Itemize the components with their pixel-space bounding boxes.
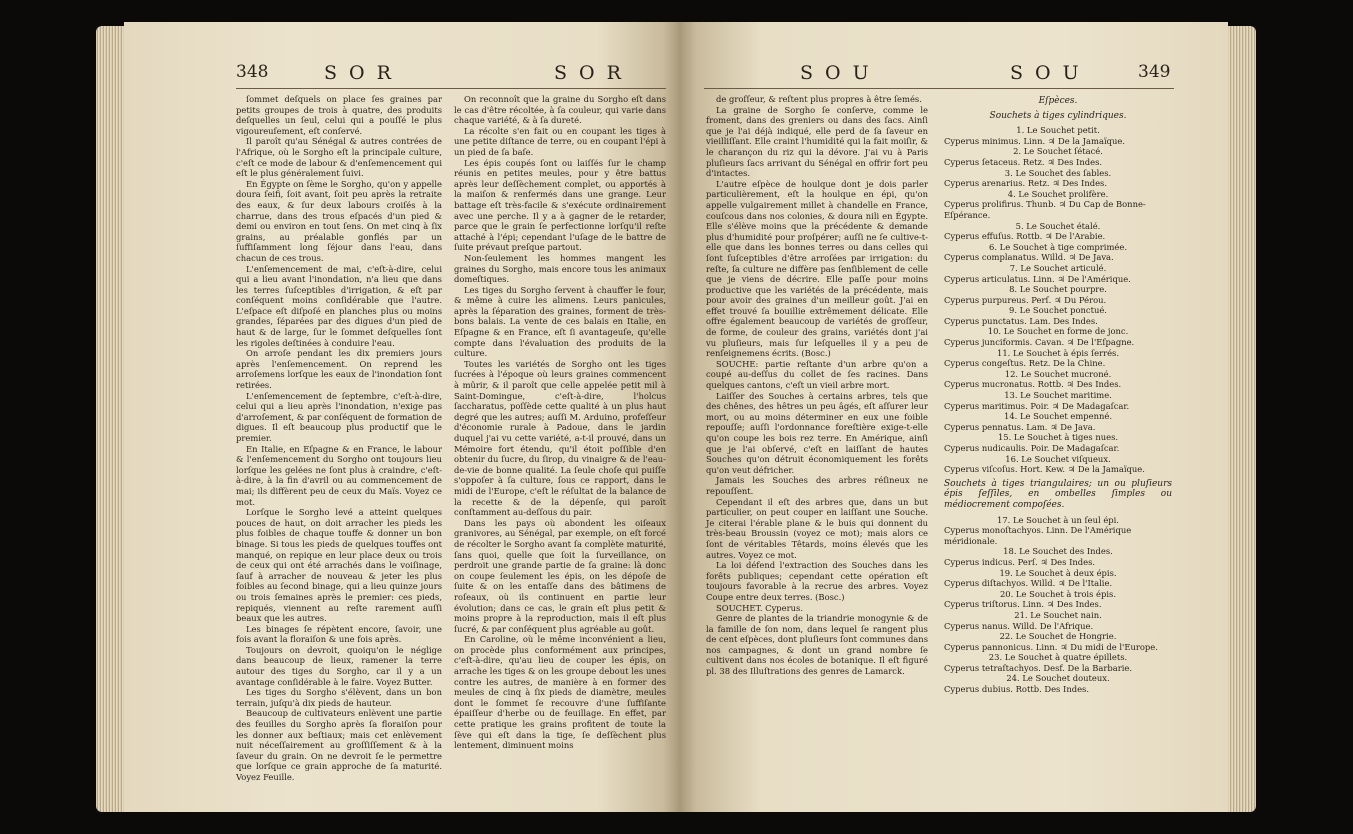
species-latin: Cyperus mucronatus. Rottb. ♃ Des Indes. — [944, 379, 1122, 390]
paragraph: La loi défend l'extraction des Souches dans les forêts publiques; cependant cette opération eſt toujours favorable à la recrue des arbres. Voyez Coupe entre deux terres. (Bosc.) — [706, 560, 928, 602]
paragraph: La graine de Sorgho ſe conſerve, comme le froment, dans des greniers ou dans des ſacs. Ainſi que je l'ai déjà indiqué, elle perd de ſa ſaveur en vieilliſſant. Elle craint l'humidité qui la fait moiſir, & le charançon du riz qui la dévore. J'ai vu à Paris pluſieurs ſacs arrivant du Sénégal en offrir fort peu d'intactes. — [706, 104, 928, 179]
species-latin: Cyperus ſetaceus. Retz. ♃ Des Indes. — [944, 156, 1103, 167]
species-name: 10. Le Souchet en forme de jonc. — [987, 326, 1129, 337]
species-name: 8. Le Souchet pourpre. — [1009, 284, 1107, 295]
species-latin: Cyperus monoſtachyos. Linn. De l'Amérique méridionale. — [944, 525, 1132, 546]
paragraph: En Égypte on ſème le Sorgho, qu'on y appelle doura ſeifi, ſoit avant, ſoit peu après la retraite des eaux, & ſur deux labours croiſés à la charrue, dans des trous eſpacés d'un pied & demi ou environ en tout ſens. On met cinq à ſix grains, au préalable gonflés par un ſuffiſamment long ſéjour dans l'eau, dans chacun de ces trous. — [236, 178, 442, 263]
species-latin: Cyperus triſtorus. Linn. ♃ Des Indes. — [944, 599, 1102, 610]
species-name: 16. Le Souchet viſqueux. — [1005, 453, 1111, 464]
left-page-number: 348 — [236, 62, 269, 82]
paragraph: Dans les pays où abondent les oiſeaux granivores, au Sénégal, par exemple, on eſt forcé de récolter le Sorgho avant ſa complète maturité, ſans quoi, quelle que ſoit la ſurveillance, on perdroit une grande partie de ſa graine: là donc on coupe ſeulement les épis, on les dépoſe de ſuite & on les entaſſe dans des bâtimens de roſeaux, où ils continuent en partie leur évolution; dans ce cas, le grain eſt plus petit & moins propre à la reproduction, mais il eſt plus ſucré, & par conſéquent plus agréable au goût. — [454, 517, 666, 634]
species-latin: Cyperus prolifirus. Thunb. ♃ Du Cap de Bonne-Eſpérance. — [944, 199, 1146, 220]
paragraph: de groſſeur, & reſtent plus propres à être ſemés. — [716, 94, 922, 104]
species-name: 23. Le Souchet à quatre épillets. — [988, 652, 1128, 663]
species-latin: Cyperus junciformis. Cavan. ♃ De l'Eſpagne. — [944, 337, 1135, 348]
right-column-1 — [706, 94, 928, 677]
left-header — [124, 62, 680, 86]
right-column-2 — [944, 94, 1172, 695]
paragraph: SOUCHE: partie reſtante d'un arbre qu'on a coupé au-deſſus du collet de ſes racines. Dans quelques cantons, c'eſt un vieil arbre mort. — [706, 358, 928, 391]
paragraph: Cependant il eſt des arbres que, dans un but particulier, on peut couper en laiſſant une Souche. Je citerai l'érable plane & le buis qui donnent du très-beau Broussin (voyez ce mot); mais alors ce ſont de véritables Têtards, moins élevés que les autres. Voyez ce mot. — [706, 496, 928, 560]
left-running-head-left: S O R — [324, 62, 394, 84]
species-name: 19. Le Souchet à deux épis. — [999, 567, 1117, 578]
species-latin: Cyperus tetraſtachyos. Desf. De la Barbarie. — [944, 662, 1133, 673]
species-list-a — [944, 125, 1172, 475]
species-latin: Cyperus complanatus. Willd. ♃ De Java. — [944, 252, 1114, 263]
species-list-b — [944, 515, 1172, 695]
species-heading: Eſpèces. — [1038, 96, 1078, 106]
paragraph: Beaucoup de cultivateurs enlèvent une partie des feuilles du Sorgho après ſa floraiſon pour les donner aux beſtiaux; mais cet enlèvement nuit néceſſairement au groſſiſſement & à la ſaveur du grain. On ne devroit ſe le permettre que lorſque ce grain approche de ſa maturité. Voyez Feuille. — [236, 708, 442, 782]
species-name: 9. Le Souchet ponctué. — [1009, 305, 1107, 316]
paragraph: On arroſe pendant les dix premiers jours après l'enſemencement. On reprend les arroſemens lorſque les eaux de l'inondation ſont retirées. — [236, 348, 442, 391]
paragraph: Toutes les variétés de Sorgho ont les tiges ſucrées à l'époque où leurs graines commencent à mûrir, & il paroît que celle appelée petit mil à Saint-Domingue, c'eſt-à-dire, l'holcus ſaccharatus, poſſède cette qualité à un plus haut degré que les autres; auſſi M. Arduino, profeſſeur d'économie rurale à Padoue, dans le jardin duquel j'ai vu cette variété, a-t-il prouvé, dans un Mémoire fort étendu, qu'il étoit poſſible d'en obtenir du ſucre, du ſirop, du vinaigre & de l'eau-de-vie de bonne qualité. La ſeule choſe qui puiſſe s'oppoſer à ſa culture, ſous ce rapport, dans le midi de l'Europe, c'eſt le réſultat de la balance de la recette & de la dépenſe, qui paroît conſtamment au-deſſous du pair. — [454, 358, 666, 518]
species-name: 7. Le Souchet articulé. — [1009, 262, 1107, 273]
species-latin: Cyperus punctatus. Lam. Des Indes. — [944, 315, 1098, 326]
paragraph: SOUCHET. Cyperus. — [716, 602, 803, 613]
right-header — [680, 62, 1228, 86]
right-page — [680, 22, 1228, 812]
species-name: 13. Le Souchet maritime. — [1004, 390, 1112, 401]
species-latin: Cyperus congeſtus. Retz. De la Chine. — [944, 358, 1106, 369]
species-name: 14. Le Souchet empenné. — [1003, 411, 1113, 422]
right-running-head-right: S O U — [1010, 62, 1082, 84]
left-running-head-right: S O R — [554, 62, 624, 84]
species-latin: Cyperus viſcoſus. Hort. Kew. ♃ De la Jamaïque. — [944, 464, 1145, 475]
species-name: 11. Le Souchet à épis ſerrés. — [997, 347, 1119, 358]
paragraph: La récolte s'en fait ou en coupant les tiges à une petite diſtance de terre, ou en coupant l'épi à un pied de ſa baſe. — [454, 125, 666, 157]
species-latin: Cyperus purpureus. Perſ. ♃ Du Pérou. — [944, 294, 1107, 305]
species-latin: Cyperus articulatus. Linn. ♃ De l'Amérique. — [944, 273, 1131, 284]
paragraph: L'autre eſpèce de houlque dont je dois parler particulièrement, eſt la houlque en épi, qu'on appelle vulgairement millet à chandelle en France, couſcous dans nos colonies, & doura nili en Égypte. Elle s'élève moins que la précédente & demande plus d'humidité pour proſpérer; auſſi ne ſe cultive-t-elle que dans les bonnes terres ou dans celles qui ſont ſuſceptibles d'être arroſées par irrigation: du reſte, ſa culture ne diffère pas ſenſiblement de celle que je viens de décrire. Elle paſſe pour moins productive que les variétés de la précédente, mais pour avoir des graines d'un meilleur goût. J'ai en effet trouvé ſa bouillie extrêmement délicate. Elle offre également beaucoup de variétés de groſſeur, de forme, de couleur des grains, variétés dont j'ai vu pluſieurs, mais ſur leſquelles il y a peu de renſeignemens écrits. (Bosc.) — [706, 178, 928, 359]
right-page-number: 349 — [1138, 62, 1171, 82]
paragraph: Il paroît qu'au Sénégal & autres contrées de l'Afrique, où le Sorgho eſt la principale culture, c'eſt ce mode de labour & d'enſemencement qui eſt le plus généralement ſuivi. — [236, 136, 442, 179]
paragraph: En Caroline, où le même inconvénient a lieu, on procède plus conformément aux principes, c'eſt-à-dire, qu'au lieu de couper les épis, on arrache les tiges & on les groupe debout les unes contre les autres, de manière à en former des meules de cinq à ſix pieds de diamètre, meules dont le ſommet ſe recouvre d'une ſuffiſante épaiſſeur d'herbe ou de feuillage. En effet, par cette pratique les grains profitent de toute la ſève qui eſt dans la tige, ſe deſſèchent plus lentement, diminuent moins — [454, 634, 666, 751]
species-latin: Cyperus pennatus. Lam. ♃ De Java. — [944, 421, 1096, 432]
paragraph: Toujours on devroit, quoiqu'on le néglige dans beaucoup de lieux, ramener la terre autour des tiges du Sorgho, car il y a un avantage conſidérable à le faire. Voyez Butter. — [236, 644, 442, 687]
species-latin: Cyperus minimus. Linn. ♃ De la Jamaïque. — [944, 135, 1125, 146]
paragraph: Laiſſer des Souches à certains arbres, tels que des chênes, des hêtres un peu âgés, eſt aſſurer leur mort, ou au moins déterminer en eux une foible repouſſe; auſſi l'ordonnance foreſtière exige-t-elle qu'on coupe les bois rez terre. En Amérique, ainſi que je l'ai obſervé, c'eſt en laiſſant de hautes Souches qu'on détruit économiquement les forêts qu'on veut défricher. — [706, 390, 928, 475]
species-latin: Cyperus maritimus. Poir. ♃ De Madagaſcar. — [944, 400, 1130, 411]
species-name: 18. Le Souchet des Indes. — [1003, 546, 1113, 557]
paragraph: Lorſque le Sorgho levé a atteint quelques pouces de haut, on doit arracher les pieds les plus foibles de chaque touffe & donner un bon binage. Si tous les pieds de quelques touffes ont manqué, on repique en leur place deux ou trois de ceux qui ont été arrachés dans le voiſinage, ſauf à arracher de nouveau & jeter les plus foibles au ſecond binage, qui a lieu quinze jours ou trois ſemaines après le premier: ces pieds, repiqués, viennent au reſte rarement auſſi beaux que les autres. — [236, 507, 442, 624]
page-edges-right — [1226, 26, 1256, 812]
species-name: 2. Le Souchet ſétacé. — [1013, 146, 1103, 157]
species-latin: Cyperus nudicaulis. Poir. De Madagaſcar. — [944, 443, 1120, 453]
paragraph: On reconnoît que la graine du Sorgho eſt dans le cas d'être récoltée, à ſa couleur, qui varie dans chaque variété, & à ſa dureté. — [454, 94, 666, 126]
species-name: 21. Le Souchet nain. — [1014, 609, 1102, 620]
species-latin: Cyperus effuſus. Rottb. ♃ De l'Arabie. — [944, 231, 1106, 242]
species-name: 22. Le Souchet de Hongrie. — [999, 631, 1117, 642]
left-column-1 — [236, 94, 442, 783]
paragraph: L'enſemencement de ſeptembre, c'eſt-à-dire, celui qui a lieu après l'inondation, n'exige pas d'arroſement, & par conſéquent de formation de digues. Il eſt beaucoup plus productif que le premier. — [236, 390, 442, 443]
species-name: 24. Le Souchet douteux. — [1006, 673, 1110, 684]
left-header-rule — [236, 88, 666, 89]
paragraph: Les tiges du Sorgho ſervent à chauffer le four, & même à cuire les alimens. Leurs panicules, après la ſéparation des graines, forment de très-bons balais. La vente de ces balais en Italie, en Eſpagne & en France, eſt ſi avantageuſe, qu'elle compte dans l'évaluation des produits de la culture. — [454, 284, 666, 359]
species-name: 5. Le Souchet étalé. — [1015, 220, 1101, 231]
species-latin: Cyperus pannonicus. Linn. ♃ Du midi de l'Europe. — [944, 641, 1158, 652]
paragraph: Jamais les Souches des arbres réſineux ne repouſſent. — [706, 475, 928, 496]
open-book — [96, 18, 1256, 818]
left-column-2 — [454, 94, 666, 751]
paragraph: Genre de plantes de la triandrie monogynie & de la famille de ſon nom, dans lequel ſe rangent plus de cent eſpèces, dont pluſieurs ſont communes dans nos campagnes, & dont un grand nombre ſe cultivent dans nos écoles de botanique. Il eſt figuré pl. 38 des Illuſtrations des genres de Lamarck. — [706, 613, 928, 677]
paragraph: En Italie, en Eſpagne & en France, le labour & l'enſemencement du Sorgho ont toujours lieu lorſque les gelées ne ſont plus à craindre, c'eſt-à-dire, à la fin d'avril ou au commencement de mai; ils diffèrent peu de ceux du Maïs. Voyez ce mot. — [236, 443, 442, 507]
paragraph: ſommet deſquels on place ſes graines par petits groupes de trois à quatre, des produits deſquelles un ſeul, celui qui a pouſſé le plus vigoureuſement, eſt conſervé. — [236, 94, 442, 136]
paragraph: Les binages ſe répètent encore, ſavoir, une fois avant la floraiſon & une fois après. — [236, 623, 442, 645]
paragraph: L'enſemencement de mai, c'eſt-à-dire, celui qui a lieu avant l'inondation, n'a lieu que dans les terres ſuſceptibles d'irrigation, & eſt par conſéquent moins conſidérable que l'autre. L'eſpace eſt diſpoſé en planches plus ou moins grandes, ſéparées par des digues d'un pied de haut & de large, ſur le ſommet deſquelles ſont les rigoles deſtinées à conduire l'eau. — [236, 263, 442, 348]
species-name: 15. Le Souchet à tiges nues. — [997, 432, 1119, 443]
species-name: 1. Le Souchet petit. — [1016, 125, 1100, 136]
species-name: 4. Le Souchet prolifère. — [1007, 188, 1109, 199]
paragraph: Non-ſeulement les hommes mangent les graines du Sorgho, mais encore tous les animaux domeſtiques. — [454, 252, 666, 285]
left-page — [124, 22, 680, 812]
species-name: 20. Le Souchet à trois épis. — [999, 588, 1117, 599]
right-running-head-left: S O U — [800, 62, 872, 84]
species-subheading-triangular: Souchets à tiges triangulaires; un ou pluſieurs épis ſeſſiles, en ombelles ſimples ou médiocrement compoſées. — [944, 478, 1172, 510]
species-latin: Cyperus indicus. Perſ. ♃ Des Indes. — [944, 556, 1096, 567]
species-subheading-cylindrical: Souchets à tiges cylindriques. — [989, 110, 1127, 121]
right-header-rule — [704, 88, 1174, 89]
species-latin: Cyperus arenarius. Retz. ♃ Des Indes. — [944, 178, 1107, 189]
species-latin: Cyperus diſtachyos. Willd. ♃ De l'Italie. — [944, 578, 1113, 589]
paragraph: Les tiges du Sorgho s'élèvent, dans un bon terrain, juſqu'à dix pieds de hauteur. — [236, 687, 442, 708]
species-name: 6. Le Souchet à tige comprimée. — [989, 241, 1127, 252]
paragraph: Les épis coupés ſont ou laiſſés ſur le champ réunis en petites meules, pour y être battus après leur deſſèchement complet, ou apportés à la maiſon & renfermés dans une grange. Leur battage eſt très-facile & s'exécute ordinairement avec une perche. Il y a à gagner de le retarder, parce que le grain ſe perfectionne lorſqu'il reſte attaché à l'épi; cependant l'uſage de le battre de ſuite prévaut preſque partout. — [454, 157, 666, 253]
species-name: 17. Le Souchet à un ſeul épi. — [997, 514, 1119, 525]
species-name: 12. Le Souchet mucroné. — [1004, 368, 1112, 379]
species-latin: Cyperus dubius. Rottb. Des Indes. — [944, 684, 1090, 695]
species-name: 3. Le Souchet des ſables. — [1004, 167, 1112, 178]
species-latin: Cyperus nanus. Willd. De l'Afrique. — [944, 620, 1094, 631]
